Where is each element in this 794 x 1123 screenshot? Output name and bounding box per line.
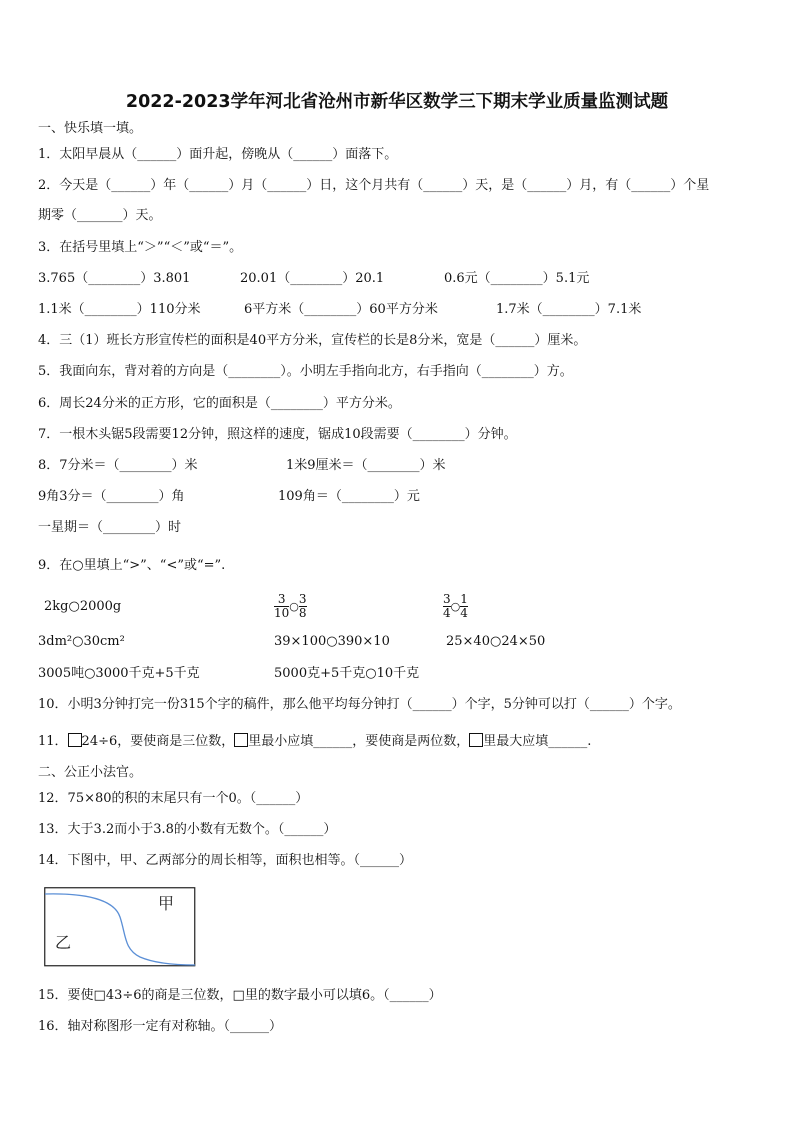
fraction: $\frac{3}{8}$	[298, 592, 307, 620]
question-16: 16．轴对称图形一定有对称轴。（______）	[38, 1019, 283, 1034]
question-15: 15．要使□43÷6的商是三位数，□里的数字最小可以填6。（______）	[38, 988, 442, 1003]
question-12: 12．75×80的积的末尾只有一个0。（______）	[38, 791, 309, 806]
question-8-item: 1米9厘米＝（________）米	[286, 458, 446, 473]
question-9-fraction-compare: $\frac{3}{10}$ ○ $\frac{3}{8}$	[274, 592, 307, 620]
rectangle-division-figure	[44, 887, 196, 967]
question-10: 10．小明3分钟打完一份315个字的稿件，那么他平均每分钟打（______）个字，5分钟可以打（______）个字。	[38, 697, 681, 712]
question-2-line-2: 期零（_______）天。	[38, 208, 162, 223]
question-8-item: 8．7分米＝（________）米	[38, 458, 198, 473]
page-title: 2022-2023学年河北省沧州市新华区数学三下期末学业质量监测试题	[125, 92, 669, 112]
question-3-item: 0.6元（________）5.1元	[444, 271, 590, 286]
blank-box	[469, 733, 483, 747]
question-11: 11． 24÷6，要使商是三位数， 里最小应填______，要使商是两位数， 里最大应填______.	[38, 734, 592, 749]
section-heading-2: 二、公正小法官。	[38, 765, 143, 780]
label-yi: 乙	[55, 933, 72, 952]
question-9-item: 5000克+5千克○10千克	[274, 666, 420, 681]
question-6: 6．周长24分米的正方形，它的面积是（________）平方分米。	[38, 396, 401, 411]
question-9-item: 25×40○24×50	[446, 634, 546, 649]
fraction: $\frac{3}{4}$	[443, 592, 451, 620]
question-1: 1．太阳早晨从（______）面升起，傍晚从（______）面落下。	[38, 147, 398, 162]
question-9-item: 3005吨○3000千克+5千克	[38, 666, 200, 681]
question-8-item: 109角＝（________）元	[278, 489, 420, 504]
question-9-item: 39×100○390×10	[274, 634, 390, 649]
question-3-item: 3.765（________）3.801	[38, 271, 191, 286]
question-13: 13．大于3.2而小于3.8的小数有无数个。（______）	[38, 822, 337, 837]
question-3: 3．在括号里填上“＞”“＜”或“＝”。	[38, 240, 243, 255]
question-3-item: 1.7米（________）7.1米	[496, 302, 642, 317]
blank-box	[68, 733, 82, 747]
question-7: 7．一根木头锯5段需要12分钟，照这样的速度，锯成10段需要（________）分钟。	[38, 427, 517, 442]
question-3-item: 6平方米（________）60平方分米	[244, 302, 438, 317]
blank-box	[234, 733, 248, 747]
question-14: 14．下图中，甲、乙两部分的周长相等，面积也相等。（______）	[38, 853, 413, 868]
fraction: $\frac{3}{10}$	[274, 592, 290, 620]
section-heading-1: 一、快乐填一填。	[38, 121, 143, 136]
question-4: 4．三（1）班长方形宣传栏的面积是40平方分米，宣传栏的长是8分米，宽是（______）厘米。	[38, 333, 587, 348]
question-2-line-1: 2．今天是（______）年（______）月（______）日，这个月共有（______）天，是（______）月，有（______）个星	[38, 178, 710, 193]
question-9-item: 3dm²○30cm²	[38, 634, 125, 649]
question-5: 5．我面向东，背对着的方向是（________）。小明左手指向北方，右手指向（________）方。	[38, 364, 573, 379]
question-9: 9．在○里填上“>”、“<”或“=”.	[38, 558, 226, 573]
question-3-item: 1.1米（________）110分米	[38, 302, 201, 317]
label-jia: 甲	[158, 894, 175, 913]
question-8-item: 9角3分＝（________）角	[38, 489, 185, 504]
question-9-fraction-compare: $\frac{3}{4}$ ○ $\frac{1}{4}$	[443, 592, 468, 620]
question-8-item: 一星期＝（________）时	[38, 520, 182, 535]
fraction: $\frac{1}{4}$	[460, 592, 468, 620]
question-3-item: 20.01（________）20.1	[240, 271, 385, 286]
question-9-item: 2kg○2000g	[44, 599, 122, 614]
